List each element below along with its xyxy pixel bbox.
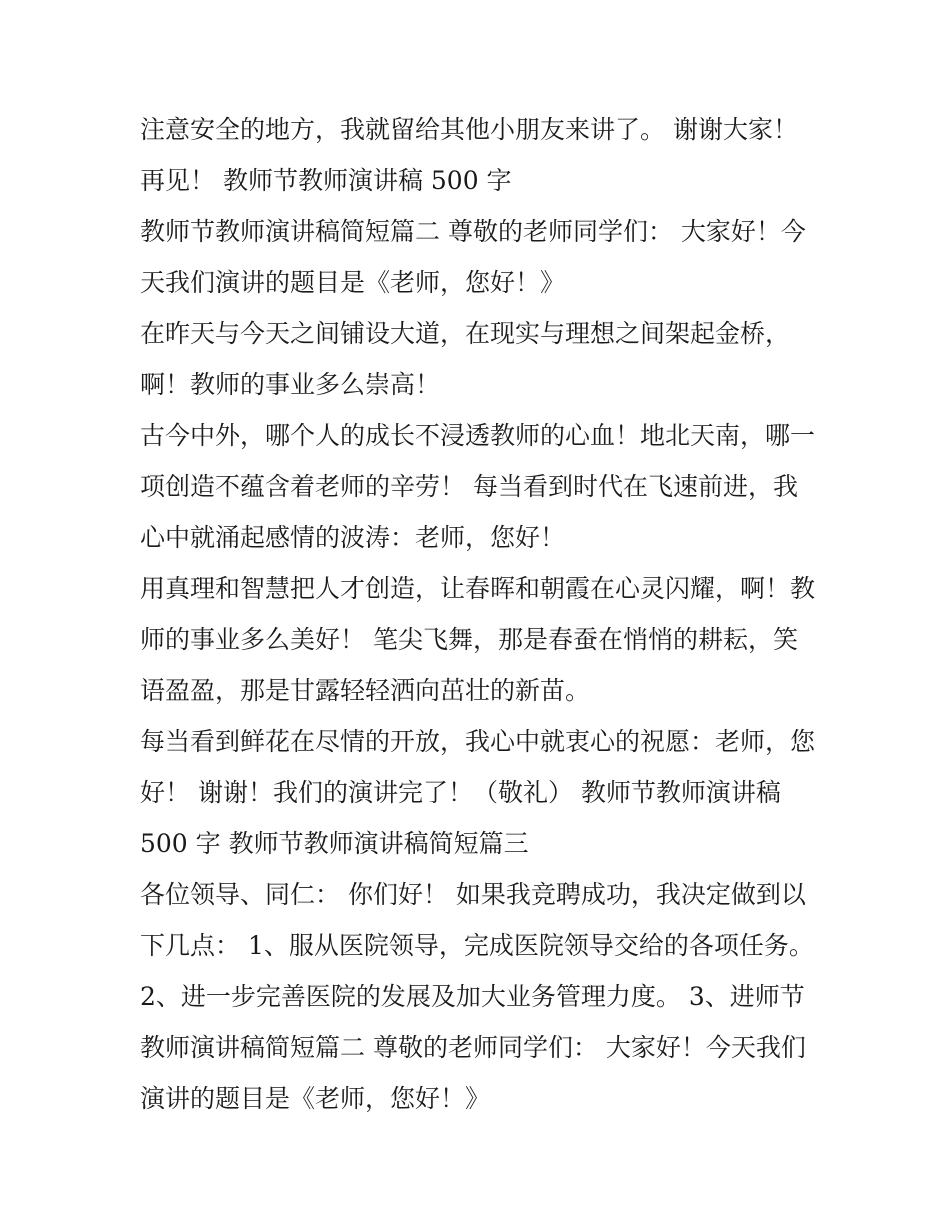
text-line: 师的事业多么美好！ 笔尖飞舞，那是春蚕在悄悄的耕耘，笑 [140,625,798,654]
text-line: 啊！教师的事业多么崇高！ [140,370,441,399]
text-line: 每当看到鲜花在尽情的开放，我心中就衷心的祝愿：老师，您 [140,727,816,756]
text-line: 古今中外，哪个人的成长不浸透教师的心血！地北天南，哪一 [140,421,816,450]
text-line: 项创造不蕴含着老师的辛劳！ 每当看到时代在飞速前进，我 [140,472,798,501]
text-line: 用真理和智慧把人才创造，让春晖和朝霞在心灵闪耀，啊！教 [140,574,816,603]
text-line: 500 字 教师节教师演讲稿简短篇三 [140,829,529,858]
text-line: 教师演讲稿简短篇二 尊敬的老师同学们： 大家好！今天我们 [140,1033,806,1062]
text-line: 再见！ 教师节教师演讲稿 500 字 [140,166,512,195]
text-line: 各位领导、同仁： 你们好！ 如果我竞聘成功，我决定做到以 [140,880,806,909]
text-line: 天我们演讲的题目是《老师，您好！》 [140,268,566,297]
text-line: 语盈盈，那是甘露轻轻洒向茁壮的新苗。 [140,676,591,705]
body-text [140,104,840,1124]
text-line: 在昨天与今天之间铺设大道，在现实与理想之间架起金桥， [140,319,791,348]
text-line: 注意安全的地方，我就留给其他小朋友来讲了。 谢谢大家！ [140,115,798,144]
text-line: 好！ 谢谢！我们的演讲完了！（敬礼） 教师节教师演讲稿 [140,778,781,807]
text-line: 心中就涌起感情的波涛：老师，您好！ [140,523,566,552]
text-line: 下几点： 1、服从医院领导，完成医院领导交给的各项任务。 [140,931,814,960]
text-line: 2、进一步完善医院的发展及加大业务管理力度。 3、进师节 [140,982,805,1011]
text-line: 演讲的题目是《老师，您好！》 [140,1084,491,1113]
text-line: 教师节教师演讲稿简短篇二 尊敬的老师同学们： 大家好！今 [140,217,806,246]
